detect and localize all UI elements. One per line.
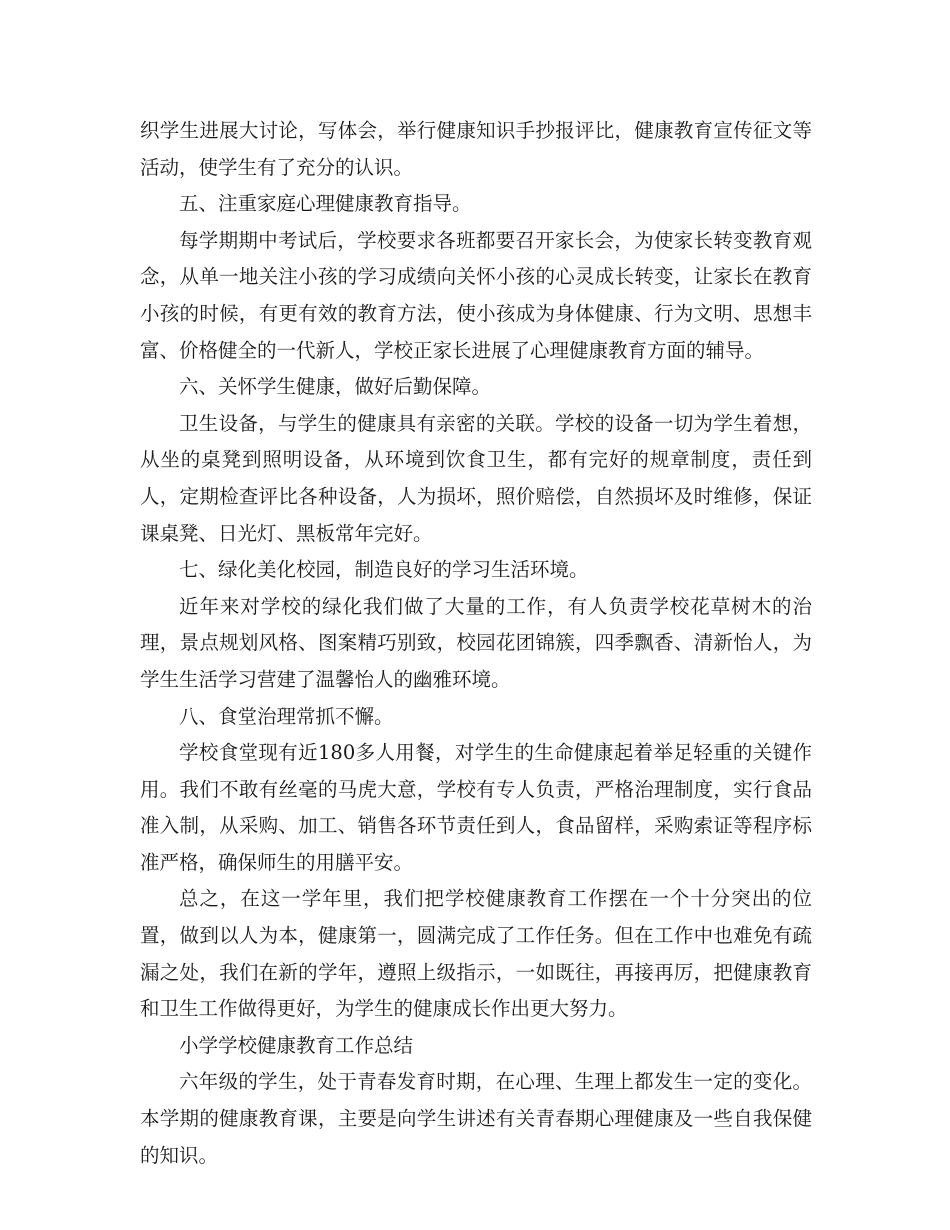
paragraph-grade-six: 六年级的学生，处于青春发育时期，在心理、生理上都发生一定的变化。本学期的健康教育课，主要是向学生讲述有关青春期心理健康及一些自我保健的知识。 xyxy=(140,1070,812,1167)
section-heading-logistics: 六、关怀学生健康，做好后勤保障。 xyxy=(179,375,492,399)
document-body xyxy=(140,113,812,1174)
paragraph-continuation: 织学生进展大讨论，写体会，举行健康知识手抄报评比，健康教育宣传征文等活动，使学生有了充分的认识。 xyxy=(140,119,812,179)
section-heading-family-guidance: 五、注重家庭心理健康教育指导。 xyxy=(179,192,472,216)
paragraph-greening: 近年来对学校的绿化我们做了大量的工作，有人负责学校花草树木的治理，景点规划风格、图案精巧别致，校园花团锦簇，四季飘香、清新怡人，为学生生活学习营建了温馨怡人的幽雅环境。 xyxy=(140,594,812,691)
paragraph-parent-meetings: 每学期期中考试后，学校要求各班都要召开家长会，为使家长转变教育观念，从单一地关注小孩的学习成绩向关怀小孩的心灵成长转变，让家长在教育小孩的时候，有更有效的教育方法，使小孩成为身体健康、行为文明、思想丰富、价格健全的一代新人，学校正家长进展了心理健康教育方面的辅导。 xyxy=(140,228,812,362)
section-heading-canteen: 八、食堂治理常抓不懈。 xyxy=(179,704,394,728)
paragraph-conclusion: 总之，在这一学年里，我们把学校健康教育工作摆在一个十分突出的位置，做到以人为本，健康第一，圆满完成了工作任务。但在工作中也难免有疏漏之处，我们在新的学年，遵照上级指示，一如既往，再接再厉，把健康教育和卫生工作做得更好，为学生的健康成长作出更大努力。 xyxy=(140,887,812,1021)
paragraph-canteen: 学校食堂现有近180多人用餐，对学生的生命健康起着举足轻重的关键作用。我们不敢有丝毫的马虎大意，学校有专人负责，严格治理制度，实行食品准入制，从采购、加工、销售各环节责任到人，食品留样，采购索证等程序标准严格，确保师生的用膳平安。 xyxy=(140,741,812,874)
document-subtitle: 小学学校健康教育工作总结 xyxy=(179,1033,414,1057)
paragraph-facilities: 卫生设备，与学生的健康具有亲密的关联。学校的设备一切为学生着想，从坐的桌凳到照明设备，从环境到饮食卫生，都有完好的规章制度，责任到人，定期检查评比各种设备，人为损坏，照价赔偿，自然损坏及时维修，保证课桌凳、日光灯、黑板常年完好。 xyxy=(140,411,812,545)
section-heading-greening: 七、绿化美化校园，制造良好的学习生活环境。 xyxy=(179,558,589,582)
